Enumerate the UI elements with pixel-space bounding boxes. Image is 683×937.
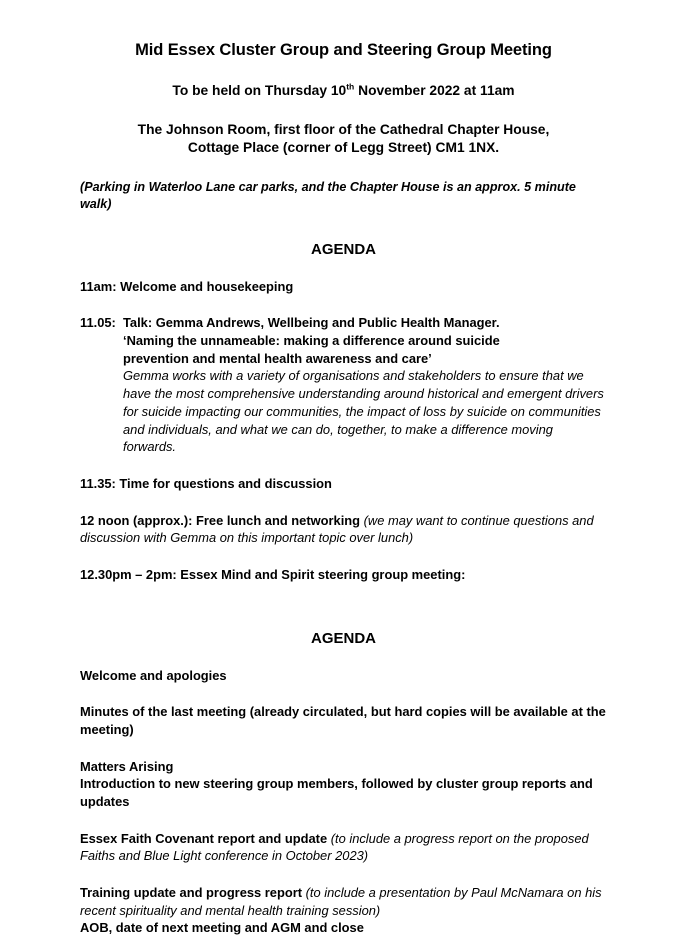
lunch-bold-text: 12 noon (approx.): Free lunch and networking [80,512,361,528]
training-update-italic-text: (to include a presentation by Paul McNamara on his recent spirituality and mental health training session) [80,884,602,918]
agenda-item-lunch [80,493,607,547]
meeting-date-pre: To be held on Thursday 10 [172,82,347,98]
talk-title-line-3: prevention and mental health awareness and care’ [123,350,432,366]
parking-note: (Parking in Waterloo Lane car parks, and the Chapter House is an approx. 5 minute walk) [80,179,576,211]
venue-line-1: The Johnson Room, first floor of the Cathedral Chapter House, [137,121,550,137]
agenda-item-questions: 11.35: Time for questions and discussion [80,475,332,491]
agenda2-item-welcome-apologies [80,648,607,685]
lunch-italic-text: (we may want to continue questions and discussion with Gemma on this important topic over lunch) [80,512,594,546]
agenda-heading-two: AGENDA [310,629,376,647]
training-update-bold-text: Training update and progress report [80,884,303,900]
agenda2-item-training-update [80,865,607,937]
talk-title-line-1: Talk: Gemma Andrews, Wellbeing and Public Health Manager. [123,315,500,331]
talk-time-label: 11.05: [80,315,116,331]
venue-address [80,100,607,158]
minutes-text: Minutes of the last meeting (already circulated, but hard copies will be available at the meeting) [80,704,606,737]
meeting-date-post: November 2022 at 11am [354,82,515,98]
agenda-heading-one: AGENDA [310,240,376,258]
page-title: Mid Essex Cluster Group and Steering Group Meeting [135,41,552,59]
talk-description: Gemma works with a variety of organisations and stakeholders to ensure that we have the most comprehensive understanding around historical and emergent drivers for suicide impacting our communities, the impact of loss by suicide on communities and individuals, and what we can do, together, to make a difference moving forwards. [123,368,604,455]
matters-arising-text: Matters Arising [80,758,174,774]
faith-covenant-bold-text: Essex Faith Covenant report and update [80,830,328,846]
agenda2-item-minutes [80,684,607,738]
agenda-item-welcome-housekeeping: 11am: Welcome and housekeeping [80,278,294,294]
agenda2-item-faith-covenant [80,811,607,865]
talk-title-line-2: ‘Naming the unnameable: making a difference around suicide [123,333,500,349]
introduction-text: Introduction to new steering group members, followed by cluster group reports and updates [80,776,593,809]
faith-covenant-italic-text: (to include a progress report on the proposed Faiths and Blue Light conference in October 2023) [80,830,589,864]
agenda-item-talk [80,295,607,455]
agenda2-item-matters-arising [80,739,607,811]
ordinal-suffix: th [346,81,355,92]
meeting-date-line [80,61,607,100]
aob-text: AOB, date of next meeting and AGM and close [80,920,364,936]
talk-first-line [80,314,607,332]
venue-line-2: Cottage Place (corner of Legg Street) CM1 1NX. [187,140,500,156]
welcome-apologies-text: Welcome and apologies [80,667,227,683]
document-content [80,0,607,937]
agenda-item-steering-meeting: 12.30pm – 2pm: Essex Mind and Spirit steering group meeting: [80,566,466,582]
